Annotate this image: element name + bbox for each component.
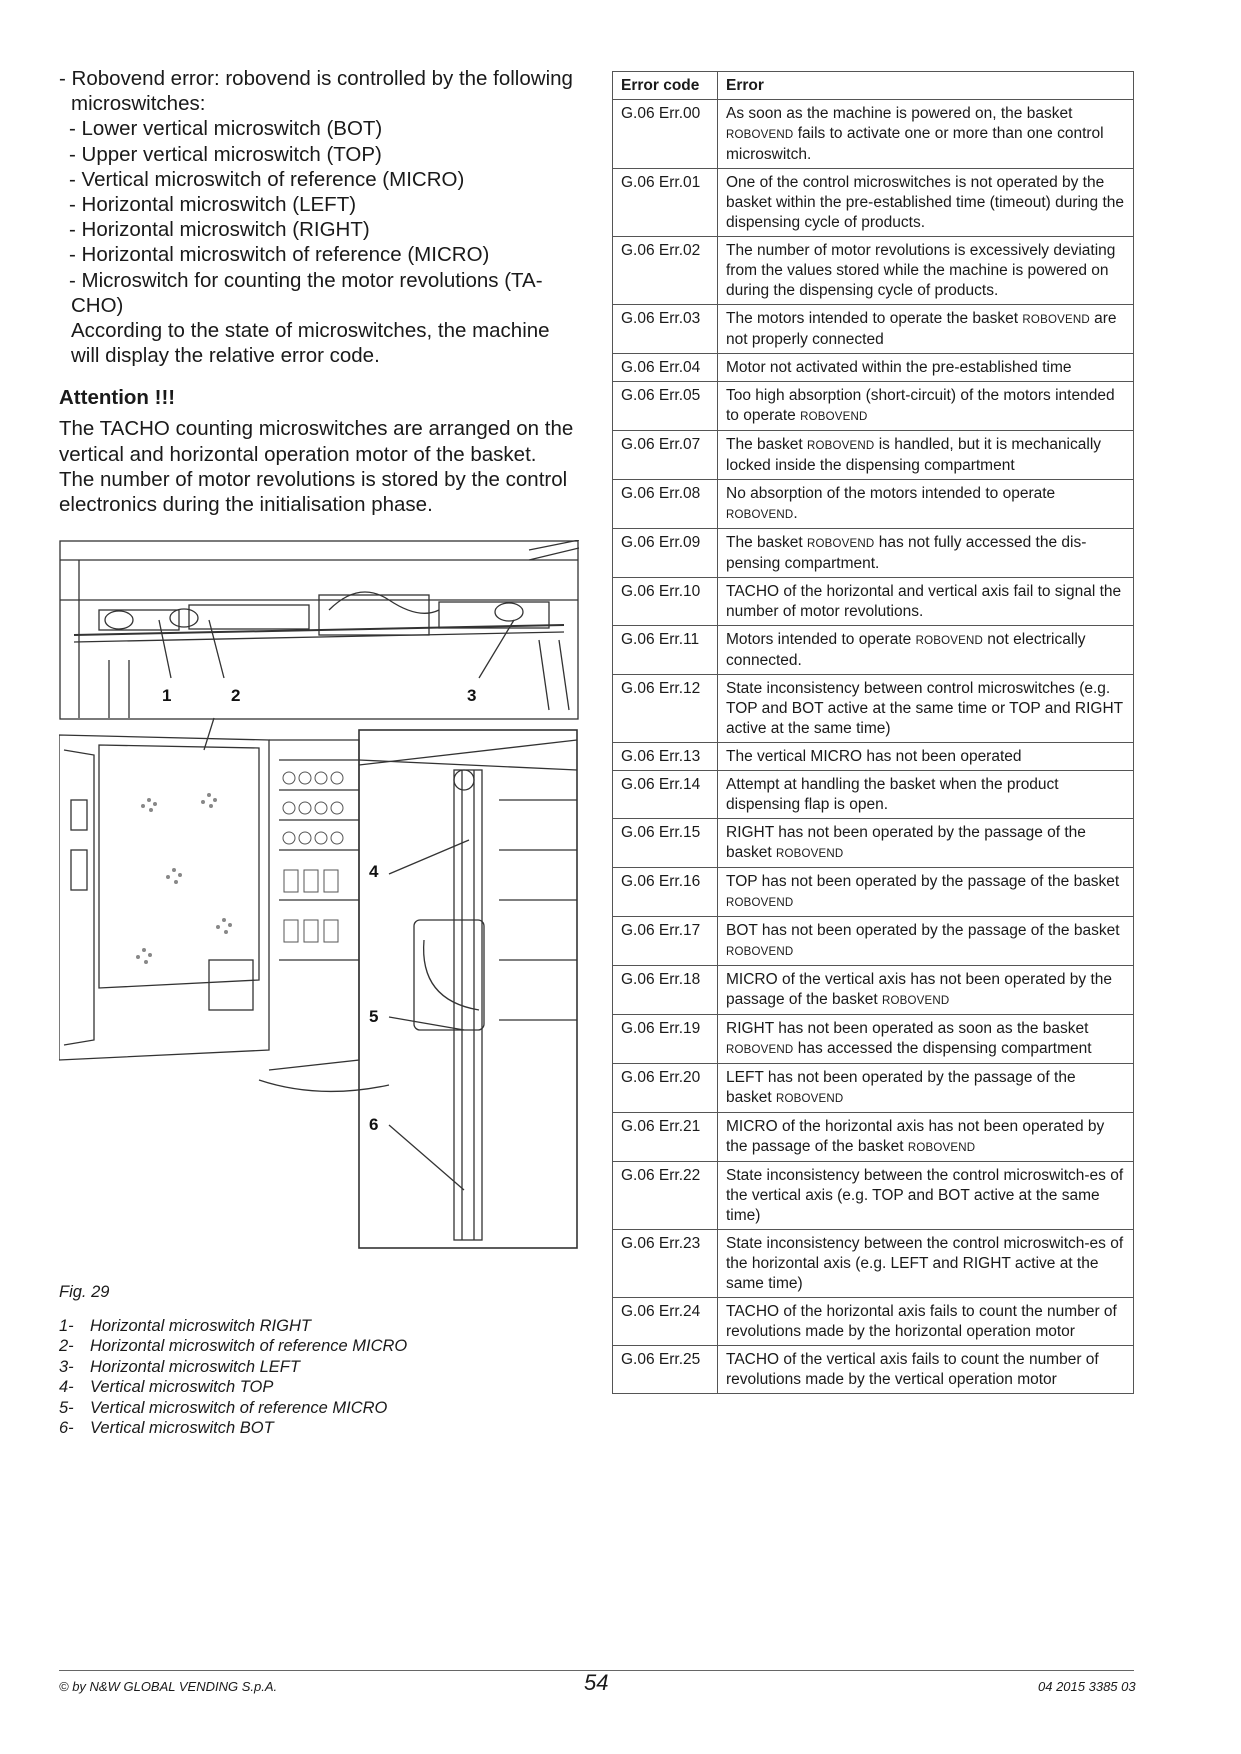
error-text: has accessed the dispensing compartment [793, 1040, 1092, 1057]
table-row [613, 305, 1134, 354]
error-text: The basket [726, 534, 807, 551]
horizontal-axis-panel [60, 540, 579, 719]
error-text: RIGHT has not been operated by the passage of the basket [726, 824, 1086, 861]
robovend-term: ROBOVEND [775, 1093, 844, 1105]
intro-line: - Horizontal microswitch (RIGHT) [69, 218, 370, 242]
footer-copyright: © by N&W GLOBAL VENDING S.p.A. [59, 1679, 278, 1694]
error-text: MICRO of the vertical axis has not been operated by the passage of the basket [726, 971, 1112, 1008]
robovend-term: ROBOVEND [807, 538, 875, 550]
robovend-term: ROBOVEND [807, 440, 875, 452]
error-description-cell [718, 480, 1134, 529]
error-code-cell: G.06 Err.04 [613, 354, 718, 382]
error-text: TACHO of the vertical axis fails to count the number of revolutions made by the vertical operation motor [726, 1351, 1099, 1388]
table-row [613, 578, 1134, 626]
error-description-cell [718, 1346, 1134, 1394]
intro-line: According to the state of microswitches, the machine [71, 319, 550, 343]
robovend-term: ROBOVEND [881, 995, 950, 1007]
error-description-cell [718, 169, 1134, 237]
legend-text: Vertical microswitch of reference MICRO [90, 1398, 388, 1417]
error-code-cell: G.06 Err.15 [613, 819, 718, 868]
robovend-term: ROBOVEND [775, 848, 844, 860]
error-description-cell [718, 1113, 1134, 1162]
legend-number: 1- [59, 1317, 74, 1335]
error-code-cell: G.06 Err.22 [613, 1162, 718, 1230]
legend-item [59, 1398, 407, 1418]
legend-number: 4- [59, 1378, 74, 1397]
robovend-term: ROBOVEND [800, 411, 868, 423]
table-row [613, 743, 1134, 771]
intro-line: - Robovend error: robovend is controlled by the following [59, 67, 573, 90]
error-code-cell: G.06 Err.24 [613, 1298, 718, 1346]
table-row [613, 917, 1134, 966]
error-text: RIGHT has not been operated as soon as the basket [726, 1020, 1089, 1037]
error-description-cell [718, 743, 1134, 771]
table-row [613, 1162, 1134, 1230]
error-description-cell [718, 675, 1134, 743]
legend-text: Horizontal microswitch RIGHT [90, 1317, 311, 1335]
intro-line: - Vertical microswitch of reference (MICRO) [69, 167, 465, 191]
legend-text: Horizontal microswitch LEFT [90, 1357, 300, 1376]
error-code-cell: G.06 Err.14 [613, 771, 718, 819]
error-description-cell [718, 771, 1134, 819]
figure-label: 2 [231, 686, 241, 705]
table-row [613, 771, 1134, 819]
error-text: The motors intended to operate the basket [726, 310, 1023, 327]
figure-label: 5 [369, 1007, 379, 1026]
error-code-cell: G.06 Err.12 [613, 675, 718, 743]
figure-29-illustration [59, 540, 579, 1250]
error-code-table [612, 71, 1134, 1394]
legend-number: 5- [59, 1398, 74, 1417]
error-description-cell [718, 431, 1134, 480]
intro-line: microswitches: [71, 92, 206, 116]
error-text: BOT has not been operated by the passage of the basket [726, 922, 1120, 939]
error-code-cell: G.06 Err.08 [613, 480, 718, 529]
error-text: are not properly connected [726, 310, 1117, 348]
error-description-cell [718, 1298, 1134, 1346]
error-code-cell: G.06 Err.16 [613, 868, 718, 917]
error-text: Motor not activated within the pre-established time [726, 359, 1072, 376]
robovend-term: ROBOVEND [915, 635, 983, 647]
table-row [613, 1113, 1134, 1162]
figure-legend [59, 1316, 407, 1438]
legend-item [59, 1377, 407, 1397]
intro-line: will display the relative error code. [71, 344, 380, 368]
error-text: No absorption of the motors intended to operate [726, 485, 1056, 502]
error-code-cell: G.06 Err.25 [613, 1346, 718, 1394]
error-text: TOP has not been operated by the passage of the basket [726, 873, 1120, 890]
error-description-cell [718, 578, 1134, 626]
error-text: The basket [726, 436, 807, 453]
error-table-body [613, 100, 1134, 1394]
table-row [613, 1064, 1134, 1113]
error-text: MICRO of the horizontal axis has not been operated by the passage of the basket [726, 1118, 1105, 1155]
figure-label: 1 [162, 686, 172, 705]
error-code-cell: G.06 Err.19 [613, 1015, 718, 1064]
error-code-cell: G.06 Err.09 [613, 529, 718, 578]
error-code-cell: G.06 Err.20 [613, 1064, 718, 1113]
error-description-cell [718, 1162, 1134, 1230]
table-row [613, 626, 1134, 675]
attention-text [59, 416, 579, 517]
legend-number: 6- [59, 1419, 74, 1438]
intro-line: - Horizontal microswitch of reference (MICRO) [69, 243, 490, 267]
column-header-error-code: Error code [613, 72, 718, 100]
table-row [613, 382, 1134, 431]
table-row [613, 819, 1134, 868]
error-text: State inconsistency between the control microswitch-es of the vertical axis (e.g. TOP and BOT active at the same time) [726, 1167, 1124, 1224]
figure-caption: Fig. 29 [59, 1283, 110, 1301]
error-text: State inconsistency between control microswitches (e.g. TOP and BOT active at the same time or TOP and RIGHT active at the same time) [726, 680, 1123, 737]
error-description-cell [718, 237, 1134, 305]
figure-label: 3 [467, 686, 477, 705]
error-text: The number of motor revolutions is excessively deviating from the values stored while the machine is powered on during the dispensing cycle of products. [726, 242, 1116, 299]
figure-label: 6 [369, 1115, 379, 1134]
legend-text: Vertical microswitch BOT [90, 1419, 274, 1438]
legend-number: 2- [59, 1337, 74, 1356]
table-header-row [613, 72, 1134, 100]
error-code-cell: G.06 Err.02 [613, 237, 718, 305]
page-number: 54 [584, 1670, 609, 1695]
error-code-cell: G.06 Err.03 [613, 305, 718, 354]
attention-line: The TACHO counting microswitches are arranged on the [59, 417, 574, 441]
robovend-term: ROBOVEND [726, 509, 794, 521]
intro-line: - Upper vertical microswitch (TOP) [69, 142, 382, 166]
machine-body [59, 718, 577, 1248]
intro-line: - Horizontal microswitch (LEFT) [69, 193, 357, 217]
error-code-cell: G.06 Err.17 [613, 917, 718, 966]
error-description-cell [718, 868, 1134, 917]
error-code-cell: G.06 Err.11 [613, 626, 718, 675]
robovend-term: ROBOVEND [907, 1142, 976, 1154]
error-text: One of the control microswitches is not operated by the basket within the pre-established time (timeout) during the dispensing cycle of products. [726, 174, 1125, 231]
intro-line: - Microswitch for counting the motor revolutions (TA- [69, 268, 543, 292]
error-description-cell [718, 305, 1134, 354]
attention-heading: Attention !!! [59, 386, 176, 410]
table-row [613, 237, 1134, 305]
error-text: Too high absorption (short-circuit) of the motors intended to operate [726, 387, 1115, 424]
attention-line: The number of motor revolutions is stored by the control [59, 467, 568, 491]
error-description-cell [718, 100, 1134, 169]
legend-number: 3- [59, 1357, 74, 1376]
error-code-cell: G.06 Err.10 [613, 578, 718, 626]
error-description-cell [718, 354, 1134, 382]
legend-item [59, 1357, 407, 1377]
table-row [613, 480, 1134, 529]
legend-item [59, 1316, 407, 1336]
error-code-cell: G.06 Err.00 [613, 100, 718, 169]
table-row [613, 1346, 1134, 1394]
error-text: has not fully accessed the dis-pensing compartment. [726, 534, 1087, 572]
intro-line: - Lower vertical microswitch (BOT) [69, 117, 383, 141]
intro-text [59, 66, 579, 368]
error-text: TACHO of the horizontal and vertical axis fail to signal the number of motor revolutions. [726, 583, 1122, 620]
legend-item [59, 1418, 407, 1438]
legend-item [59, 1336, 407, 1356]
table-row [613, 966, 1134, 1015]
error-description-cell [718, 917, 1134, 966]
table-row [613, 529, 1134, 578]
error-text: is handled, but it is mechanically locked inside the dispensing compartment [726, 436, 1102, 474]
error-description-cell [718, 382, 1134, 431]
shelf-pattern [283, 772, 343, 942]
legend-text: Horizontal microswitch of reference MICRO [90, 1337, 408, 1356]
figure-label: 4 [369, 862, 379, 881]
column-header-error: Error [718, 72, 1134, 100]
robovend-term: ROBOVEND [726, 129, 794, 141]
robovend-term: ROBOVEND [726, 946, 794, 958]
legend-text: Vertical microswitch TOP [90, 1378, 274, 1397]
error-text: The vertical MICRO has not been operated [726, 748, 1022, 765]
footer-doc-code: 04 2015 3385 03 [1038, 1679, 1136, 1694]
intro-line: CHO) [71, 293, 124, 317]
error-description-cell [718, 819, 1134, 868]
error-description-cell [718, 529, 1134, 578]
robovend-term: ROBOVEND [726, 897, 794, 909]
error-text: Attempt at handling the basket when the product dispensing flap is open. [726, 776, 1059, 813]
error-code-cell: G.06 Err.23 [613, 1230, 718, 1298]
table-row [613, 868, 1134, 917]
error-description-cell [718, 1064, 1134, 1113]
error-description-cell [718, 626, 1134, 675]
error-text: Motors intended to operate [726, 631, 916, 648]
error-text: fails to activate one or more than one control microswitch. [726, 125, 1104, 163]
error-code-cell: G.06 Err.07 [613, 431, 718, 480]
door-dots [136, 793, 232, 964]
table-row [613, 100, 1134, 169]
error-text: LEFT has not been operated by the passage of the basket [726, 1069, 1076, 1106]
error-description-cell [718, 966, 1134, 1015]
error-text: TACHO of the horizontal axis fails to count the number of revolutions made by the horizontal operation motor [726, 1303, 1117, 1340]
table-row [613, 1230, 1134, 1298]
error-description-cell [718, 1230, 1134, 1298]
table-row [613, 675, 1134, 743]
robovend-term: ROBOVEND [726, 1044, 794, 1056]
attention-line: vertical and horizontal operation motor of the basket. [59, 442, 537, 466]
error-code-cell: G.06 Err.05 [613, 382, 718, 431]
attention-line: electronics during the initialisation phase. [59, 493, 433, 517]
error-description-cell [718, 1015, 1134, 1064]
vending-machine-drawing [59, 540, 579, 1250]
error-code-cell: G.06 Err.18 [613, 966, 718, 1015]
error-code-cell: G.06 Err.01 [613, 169, 718, 237]
table-row [613, 1015, 1134, 1064]
error-text: State inconsistency between the control microswitch-es of the horizontal axis (e.g. LEFT and RIGHT active at the same time) [726, 1235, 1124, 1292]
error-code-cell: G.06 Err.21 [613, 1113, 718, 1162]
error-text: As soon as the machine is powered on, the basket [726, 105, 1073, 122]
left-column [59, 66, 579, 517]
table-row [613, 431, 1134, 480]
robovend-term: ROBOVEND [1022, 314, 1090, 326]
error-text: not electrically connected. [726, 631, 1086, 669]
table-row [613, 169, 1134, 237]
table-row [613, 1298, 1134, 1346]
table-row [613, 354, 1134, 382]
error-code-cell: G.06 Err.13 [613, 743, 718, 771]
error-text: . [793, 505, 798, 522]
